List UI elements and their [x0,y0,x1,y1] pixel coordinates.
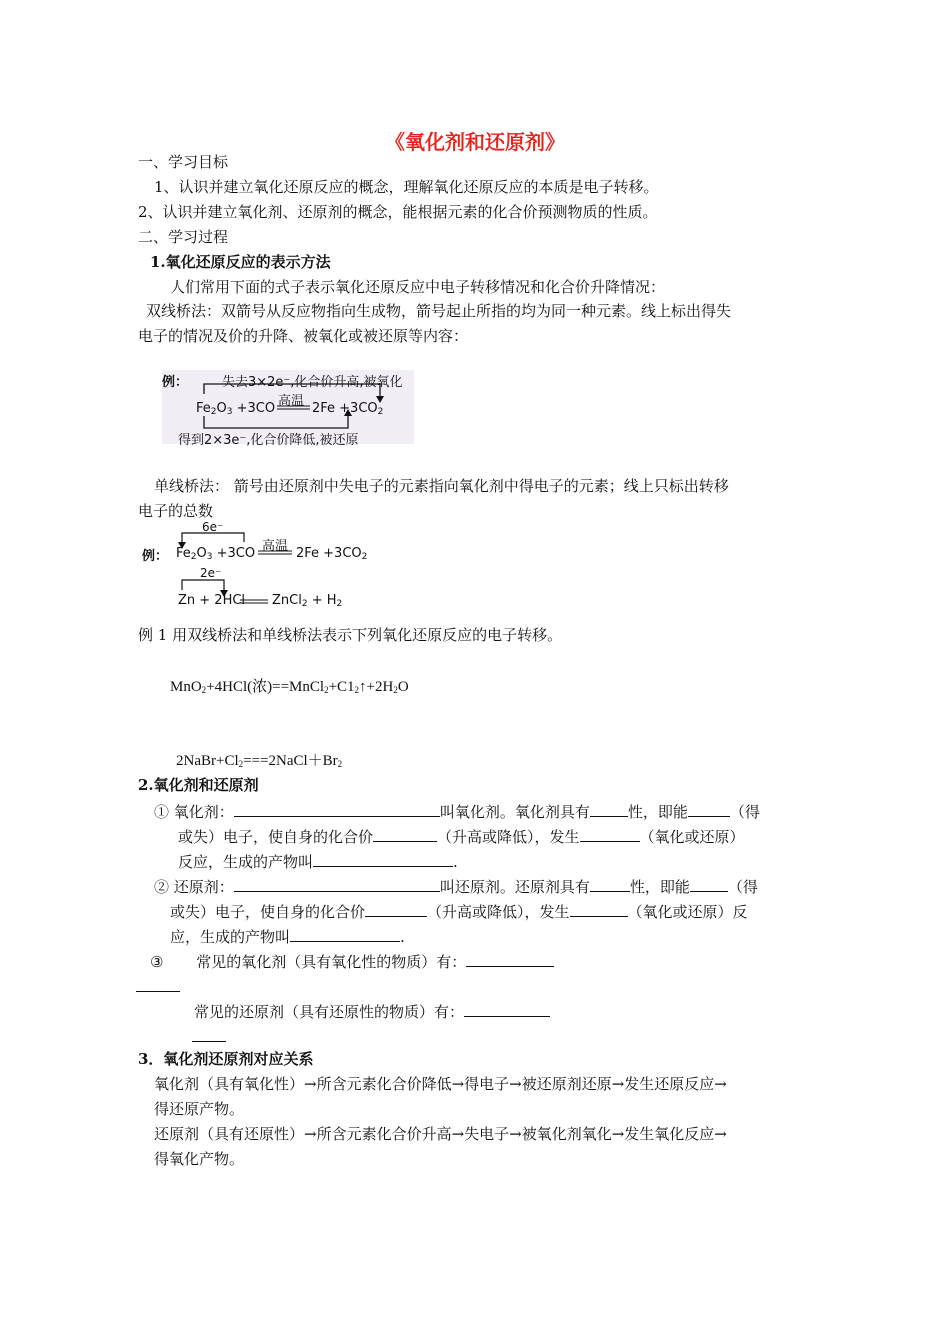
equation-mno2: MnO$_2$+4HCl(浓)$==MnCl_2+C1_2↑+2H_2O$ [170,679,409,695]
example-label-2: 例： [142,549,169,564]
reductant-end: . [400,928,405,946]
reductant-label: 还原剂： [173,878,234,896]
double-bridge-diagram [160,368,415,446]
blank-reductant-definition[interactable] [234,875,440,892]
blank-oxidant-gain-lose[interactable] [688,800,730,817]
oxidant-text-f: （升高或降低），发生 [437,828,580,846]
reductant-text-e: 或失）电子，使自身的化合价 [170,903,366,921]
reductant-text-c: 性，即能 [629,878,690,896]
blank-oxidant-reaction[interactable] [580,825,640,842]
oxidant-text-b: 叫氧化剂。氧化剂具有 [439,803,590,821]
section-heading-goals: 一、学习目标 [138,153,229,171]
equation-products: $2Fe +3CO_2$ [312,401,384,417]
blank-oxidant-definition[interactable] [234,800,440,817]
item-number-2: ② [154,878,170,896]
part3-heading: 3．氧化剂还原剂对应关系 [138,1050,314,1068]
lose-electrons-note: 失去3×2e⁻,化合价升高,被氧化 [222,375,403,390]
reductant-text-h: 应，生成的产物叫 [170,928,291,946]
oxidant-line-2 [178,825,745,847]
section-heading-process: 二、学习过程 [138,228,229,246]
part2-heading: 2.氧化剂和还原剂 [138,776,259,794]
reductant-text-f: （升高或降低），发生 [427,903,570,921]
double-bridge-desc-2: 电子的情况及价的升降、被氧化或被还原等内容： [138,327,469,345]
item-number-1: ① [154,803,170,821]
example-1-prompt: 例 1 用双线桥法和单线桥法表示下列氧化还原反应的电子转移。 [138,626,563,644]
item-number-3: ③ [150,953,164,971]
common-oxidants-text: 常见的氧化剂（具有氧化性的物质）有： [196,953,467,971]
reaction-condition: 高温 [278,394,305,409]
reductant-line-1 [154,875,758,897]
equation-fe2o3-co: $Fe_2O_3 +3CO$ [196,401,276,417]
blank-oxidant-product[interactable] [313,850,453,867]
blank-reductant-valence[interactable] [365,900,427,917]
reductant-text-g: （氧化或还原）反 [627,903,748,921]
document-title: 《氧化剂和还原剂》 [385,130,565,154]
relation-reductant-1: 还原剂（具有还原性）→所含元素化合价升高→失电子→被氧化剂氧化→发生氧化反应→ [154,1125,727,1143]
blank-reductant-gain-lose[interactable] [690,875,728,892]
single-bridge-desc-2: 电子的总数 [138,502,214,520]
oxidant-line-3 [178,850,458,872]
relation-reductant-2: 得氧化产物。 [154,1150,245,1168]
equation-nabr: $2NaBr+Cl_2===2NaCl+Br_2$ [176,753,343,769]
example-label: 例： [162,375,189,390]
relation-oxidant-1: 氧化剂（具有氧化性）→所含元素化合价降低→得电子→被还原剂还原→发生还原反应→ [154,1075,727,1093]
reductant-text-b: 叫还原剂。还原剂具有 [439,878,590,896]
oxidant-text-g: （氧化或还原） [639,828,745,846]
equation-products-2: $2Fe +3CO_2$ [296,546,368,562]
two-electrons-label: 2e⁻ [200,566,222,580]
blank-oxidant-valence[interactable] [373,825,437,842]
equation-zn-hcl: Zn + 2HCl [178,593,246,608]
blank-common-reductants[interactable] [464,1000,550,1017]
blank-common-oxidants-cont[interactable] [136,975,180,992]
goal-1: 1、认识并建立氧化还原反应的概念，理解氧化还原反应的本质是电子转移。 [154,178,659,196]
common-reductants-continuation [192,1025,226,1047]
blank-reductant-property[interactable] [590,875,630,892]
part1-intro: 人们常用下面的式子表示氧化还原反应中电子转移情况和化合价升降情况： [170,278,666,296]
oxidant-label: 氧化剂： [173,803,234,821]
blank-reductant-product[interactable] [290,925,400,942]
common-reductants-line [194,1000,550,1022]
equation-fe2o3-co-2: $Fe_2O_3 +3CO$ [176,546,256,562]
reductant-line-3 [170,925,405,947]
double-bridge-desc-1: 双线桥法：双箭号从反应物指向生成物，箭号起止所指的均为同一种元素。线上标出得失 [146,302,732,320]
single-bridge-diagram [140,520,380,612]
reaction-condition-2: 高温 [262,539,289,554]
oxidant-text-d: （得 [729,803,760,821]
oxidant-end: . [453,853,458,871]
blank-reductant-reaction[interactable] [570,900,628,917]
relation-oxidant-2: 得还原产物。 [154,1100,245,1118]
goal-2: 2、认识并建立氧化剂、还原剂的概念，能根据元素的化合价预测物质的性质。 [138,203,658,221]
common-oxidants-continuation [136,975,180,997]
common-oxidants-line [150,950,554,972]
oxidant-text-e: 或失）电子，使自身的化合价 [178,828,374,846]
common-reductants-text: 常见的还原剂（具有还原性的物质）有： [194,1003,465,1021]
part1-heading: 1.氧化还原反应的表示方法 [150,253,331,271]
six-electrons-label: 6e⁻ [202,520,224,534]
oxidant-text-c: 性，即能 [627,803,688,821]
blank-oxidant-property[interactable] [590,800,628,817]
equation-zncl2-h2: ZnCl$_2$ + $H_2$ [272,593,343,609]
blank-common-reductants-cont[interactable] [192,1025,226,1042]
reductant-text-d: （得 [727,878,758,896]
oxidant-text-h: 反应，生成的产物叫 [178,853,314,871]
single-bridge-arrows [140,520,380,612]
single-bridge-desc-1: 单线桥法： 箭号由还原剂中失电子的元素指向氧化剂中得电子的元素；线上只标出转移 [154,477,729,495]
reductant-line-2 [170,900,748,922]
blank-common-oxidants[interactable] [466,950,554,967]
gain-electrons-note: 得到2×3e⁻,化合价降低,被还原 [178,433,359,448]
oxidant-line-1 [154,800,760,822]
